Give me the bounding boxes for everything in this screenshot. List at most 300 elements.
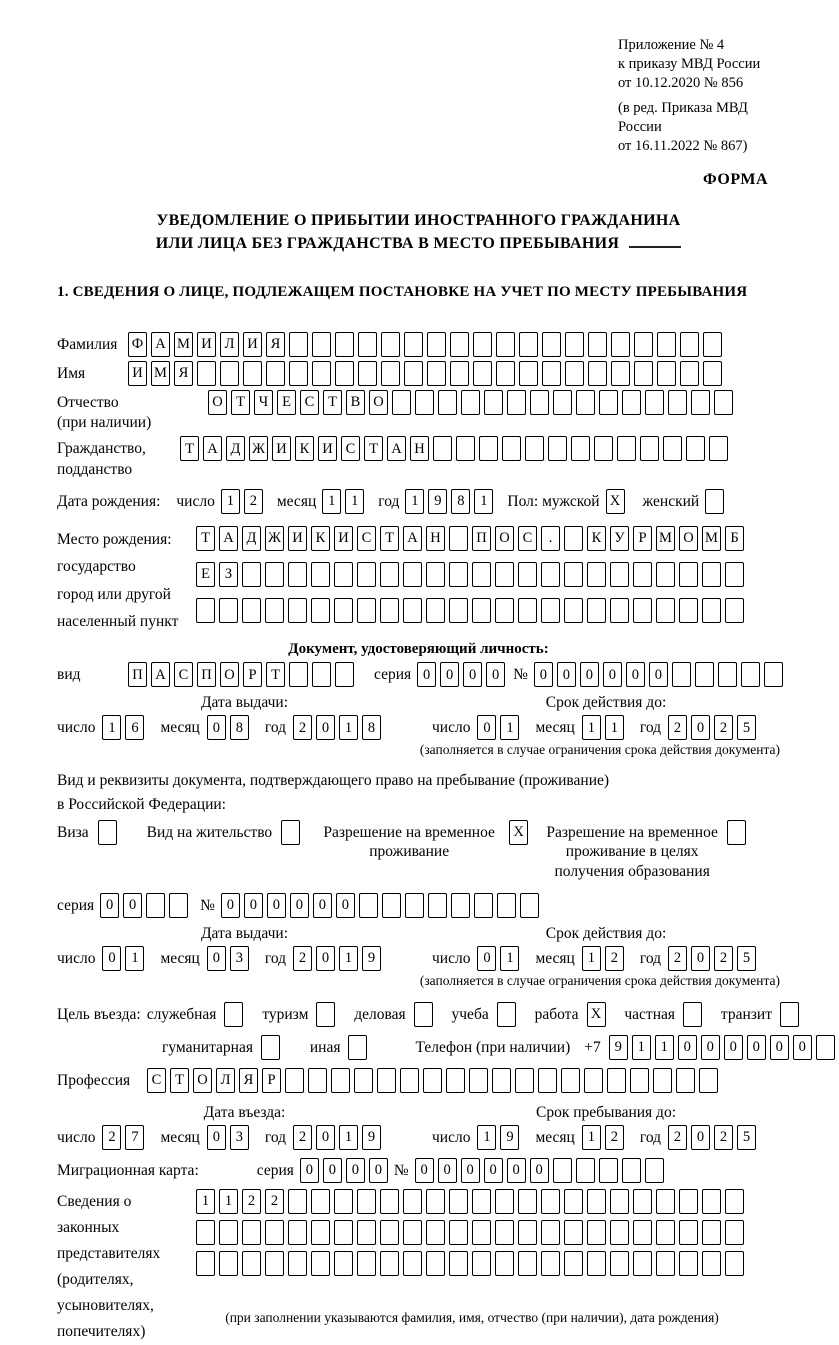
cell[interactable]	[358, 332, 377, 357]
cell[interactable]: А	[151, 662, 170, 687]
cell[interactable]: Е	[196, 562, 215, 587]
cell[interactable]	[622, 1158, 641, 1183]
cell[interactable]	[679, 562, 698, 587]
purpose-option-checkbox[interactable]	[683, 1002, 702, 1027]
cell[interactable]	[449, 562, 468, 587]
cell[interactable]	[427, 332, 446, 357]
cell[interactable]	[640, 436, 659, 461]
cell[interactable]: 0	[100, 893, 119, 918]
cell[interactable]	[405, 893, 424, 918]
cell[interactable]: 1	[605, 715, 624, 740]
cell[interactable]: 0	[603, 662, 622, 687]
citizenship-cells[interactable]	[180, 436, 732, 461]
cell[interactable]: 9	[609, 1035, 628, 1060]
birthplace-row-1[interactable]	[196, 526, 748, 551]
cell[interactable]	[243, 361, 262, 386]
cell[interactable]: Н	[410, 436, 429, 461]
issue-day-cells[interactable]	[102, 715, 148, 740]
cell[interactable]	[633, 1189, 652, 1214]
cell[interactable]: 0	[313, 893, 332, 918]
cell[interactable]	[461, 390, 480, 415]
cell[interactable]	[571, 436, 590, 461]
cell[interactable]	[634, 332, 653, 357]
cell[interactable]: 8	[362, 715, 381, 740]
cell[interactable]: 1	[582, 946, 601, 971]
cell[interactable]: 0	[461, 1158, 480, 1183]
cell[interactable]: И	[128, 361, 147, 386]
residence-number-cells[interactable]	[221, 893, 543, 918]
stay-day-cells[interactable]	[477, 1125, 523, 1150]
cell[interactable]	[691, 390, 710, 415]
cell[interactable]: 1	[477, 1125, 496, 1150]
cell[interactable]: 0	[316, 946, 335, 971]
entry-year-cells[interactable]	[293, 1125, 385, 1150]
cell[interactable]: 2	[714, 946, 733, 971]
cell[interactable]	[404, 361, 423, 386]
cell[interactable]	[816, 1035, 835, 1060]
cell[interactable]	[587, 1189, 606, 1214]
cell[interactable]	[288, 1251, 307, 1276]
cell[interactable]	[610, 562, 629, 587]
cell[interactable]	[334, 562, 353, 587]
cell[interactable]	[702, 1189, 721, 1214]
cell[interactable]	[530, 390, 549, 415]
cell[interactable]: 0	[207, 715, 226, 740]
cell[interactable]: А	[203, 436, 222, 461]
cell[interactable]	[538, 1068, 557, 1093]
cell[interactable]: 2	[293, 715, 312, 740]
cell[interactable]	[679, 1220, 698, 1245]
option-residence-permit-checkbox[interactable]	[281, 820, 300, 845]
cell[interactable]	[553, 390, 572, 415]
cell[interactable]: Т	[231, 390, 250, 415]
cell[interactable]: И	[334, 526, 353, 551]
valid-month-cells[interactable]	[582, 715, 628, 740]
firstname-cells[interactable]	[128, 361, 726, 386]
cell[interactable]	[242, 562, 261, 587]
cell[interactable]: 0	[507, 1158, 526, 1183]
cell[interactable]: 0	[649, 662, 668, 687]
cell[interactable]: М	[174, 332, 193, 357]
purpose-option-checkbox[interactable]	[348, 1035, 367, 1060]
cell[interactable]	[656, 1251, 675, 1276]
cell[interactable]: 0	[346, 1158, 365, 1183]
cell[interactable]	[289, 662, 308, 687]
cell[interactable]	[403, 598, 422, 623]
cell[interactable]	[576, 390, 595, 415]
cell[interactable]	[472, 1251, 491, 1276]
cell[interactable]	[289, 361, 308, 386]
cell[interactable]	[196, 1251, 215, 1276]
cell[interactable]: 2	[668, 715, 687, 740]
cell[interactable]	[354, 1068, 373, 1093]
cell[interactable]: 0	[102, 946, 121, 971]
purpose-option-checkbox[interactable]	[224, 1002, 243, 1027]
option-temp-residence-edu-checkbox[interactable]	[727, 820, 746, 845]
cell[interactable]	[335, 332, 354, 357]
cell[interactable]	[288, 1189, 307, 1214]
cell[interactable]	[676, 1068, 695, 1093]
cell[interactable]	[541, 598, 560, 623]
cell[interactable]	[702, 1251, 721, 1276]
cell[interactable]	[426, 1251, 445, 1276]
cell[interactable]	[196, 1220, 215, 1245]
r-valid-month-cells[interactable]	[582, 946, 628, 971]
cell[interactable]: О	[495, 526, 514, 551]
cell[interactable]	[599, 390, 618, 415]
cell[interactable]: Т	[380, 526, 399, 551]
cell[interactable]: 0	[691, 715, 710, 740]
profession-cells[interactable]	[147, 1068, 722, 1093]
cell[interactable]	[242, 1220, 261, 1245]
cell[interactable]	[449, 526, 468, 551]
cell[interactable]	[426, 1220, 445, 1245]
cell[interactable]: 0	[477, 715, 496, 740]
cell[interactable]	[553, 1158, 572, 1183]
cell[interactable]: 0	[770, 1035, 789, 1060]
cell[interactable]: 0	[477, 946, 496, 971]
cell[interactable]	[542, 332, 561, 357]
cell[interactable]: 8	[451, 489, 470, 514]
cell[interactable]: 0	[323, 1158, 342, 1183]
cell[interactable]: 5	[737, 1125, 756, 1150]
birthdate-day-cells[interactable]	[221, 489, 267, 514]
cell[interactable]	[564, 1220, 583, 1245]
cell[interactable]	[427, 361, 446, 386]
cell[interactable]	[377, 1068, 396, 1093]
birthdate-month-cells[interactable]	[322, 489, 368, 514]
cell[interactable]	[311, 1251, 330, 1276]
birthplace-row-2[interactable]	[196, 562, 748, 587]
cell[interactable]	[288, 562, 307, 587]
cell[interactable]: 1	[500, 946, 519, 971]
cell[interactable]	[169, 893, 188, 918]
cell[interactable]	[764, 662, 783, 687]
cell[interactable]	[415, 390, 434, 415]
cell[interactable]: Я	[239, 1068, 258, 1093]
cell[interactable]: 0	[316, 715, 335, 740]
cell[interactable]	[663, 436, 682, 461]
cell[interactable]	[403, 1251, 422, 1276]
option-visa-checkbox[interactable]	[98, 820, 117, 845]
cell[interactable]: М	[656, 526, 675, 551]
cell[interactable]	[495, 1251, 514, 1276]
cell[interactable]	[472, 1189, 491, 1214]
cell[interactable]	[564, 562, 583, 587]
cell[interactable]: 0	[415, 1158, 434, 1183]
cell[interactable]: 1	[322, 489, 341, 514]
cell[interactable]: 0	[701, 1035, 720, 1060]
cell[interactable]	[668, 390, 687, 415]
cell[interactable]: 2	[668, 946, 687, 971]
cell[interactable]: Т	[180, 436, 199, 461]
cell[interactable]: С	[341, 436, 360, 461]
cell[interactable]: О	[679, 526, 698, 551]
cell[interactable]	[653, 1068, 672, 1093]
cell[interactable]: Р	[243, 662, 262, 687]
cell[interactable]: 2	[293, 1125, 312, 1150]
cell[interactable]	[456, 436, 475, 461]
cell[interactable]	[266, 361, 285, 386]
cell[interactable]: 2	[102, 1125, 121, 1150]
cell[interactable]	[219, 1251, 238, 1276]
cell[interactable]	[657, 332, 676, 357]
cell[interactable]	[610, 1220, 629, 1245]
cell[interactable]	[380, 1251, 399, 1276]
cell[interactable]	[380, 598, 399, 623]
cell[interactable]: М	[702, 526, 721, 551]
cell[interactable]	[657, 361, 676, 386]
issue-year-cells[interactable]	[293, 715, 385, 740]
cell[interactable]	[518, 562, 537, 587]
cell[interactable]: П	[128, 662, 147, 687]
cell[interactable]	[714, 390, 733, 415]
cell[interactable]	[484, 390, 503, 415]
cell[interactable]	[242, 598, 261, 623]
cell[interactable]	[518, 598, 537, 623]
migration-number-cells[interactable]	[415, 1158, 668, 1183]
cell[interactable]: 0	[530, 1158, 549, 1183]
cell[interactable]: 5	[737, 715, 756, 740]
cell[interactable]	[541, 562, 560, 587]
cell[interactable]	[611, 332, 630, 357]
cell[interactable]: К	[587, 526, 606, 551]
r-issue-month-cells[interactable]	[207, 946, 253, 971]
cell[interactable]: Е	[277, 390, 296, 415]
cell[interactable]: 2	[265, 1189, 284, 1214]
cell[interactable]: 0	[691, 1125, 710, 1150]
cell[interactable]: 1	[219, 1189, 238, 1214]
cell[interactable]: 1	[339, 715, 358, 740]
cell[interactable]: 0	[534, 662, 553, 687]
cell[interactable]: Д	[242, 526, 261, 551]
cell[interactable]: Т	[364, 436, 383, 461]
cell[interactable]	[288, 598, 307, 623]
cell[interactable]	[381, 361, 400, 386]
cell[interactable]: Т	[323, 390, 342, 415]
cell[interactable]	[335, 662, 354, 687]
cell[interactable]	[518, 1251, 537, 1276]
cell[interactable]	[699, 1068, 718, 1093]
cell[interactable]	[219, 1220, 238, 1245]
cell[interactable]	[312, 662, 331, 687]
cell[interactable]	[617, 436, 636, 461]
cell[interactable]	[561, 1068, 580, 1093]
cell[interactable]	[564, 526, 583, 551]
cell[interactable]	[725, 598, 744, 623]
cell[interactable]	[426, 598, 445, 623]
cell[interactable]	[331, 1068, 350, 1093]
cell[interactable]	[610, 1189, 629, 1214]
cell[interactable]	[242, 1251, 261, 1276]
cell[interactable]	[403, 1220, 422, 1245]
cell[interactable]: 0	[557, 662, 576, 687]
cell[interactable]	[220, 361, 239, 386]
cell[interactable]	[334, 1189, 353, 1214]
cell[interactable]: И	[197, 332, 216, 357]
cell[interactable]: Р	[633, 526, 652, 551]
cell[interactable]: 5	[737, 946, 756, 971]
cell[interactable]: 0	[123, 893, 142, 918]
cell[interactable]: 9	[362, 1125, 381, 1150]
stay-year-cells[interactable]	[668, 1125, 760, 1150]
cell[interactable]	[520, 893, 539, 918]
cell[interactable]	[634, 361, 653, 386]
cell[interactable]	[265, 1251, 284, 1276]
purpose-option-checkbox[interactable]	[316, 1002, 335, 1027]
cell[interactable]	[656, 1220, 675, 1245]
cell[interactable]: Ж	[249, 436, 268, 461]
phone-cells[interactable]	[609, 1035, 839, 1060]
cell[interactable]: 1	[102, 715, 121, 740]
cell[interactable]: Ф	[128, 332, 147, 357]
cell[interactable]	[518, 1220, 537, 1245]
cell[interactable]: 1	[125, 946, 144, 971]
cell[interactable]	[588, 361, 607, 386]
cell[interactable]	[473, 361, 492, 386]
cell[interactable]: 2	[293, 946, 312, 971]
cell[interactable]: 9	[500, 1125, 519, 1150]
cell[interactable]: 1	[474, 489, 493, 514]
stay-month-cells[interactable]	[582, 1125, 628, 1150]
r-issue-year-cells[interactable]	[293, 946, 385, 971]
cell[interactable]: 0	[678, 1035, 697, 1060]
cell[interactable]: У	[610, 526, 629, 551]
cell[interactable]	[334, 598, 353, 623]
cell[interactable]	[703, 361, 722, 386]
cell[interactable]: 2	[605, 946, 624, 971]
cell[interactable]	[725, 1189, 744, 1214]
residence-series-cells[interactable]	[100, 893, 192, 918]
cell[interactable]	[610, 1251, 629, 1276]
cell[interactable]	[622, 390, 641, 415]
cell[interactable]	[630, 1068, 649, 1093]
cell[interactable]: 7	[125, 1125, 144, 1150]
cell[interactable]: 1	[339, 946, 358, 971]
cell[interactable]	[311, 598, 330, 623]
cell[interactable]	[312, 332, 331, 357]
cell[interactable]	[495, 562, 514, 587]
cell[interactable]	[703, 332, 722, 357]
surname-cells[interactable]	[128, 332, 726, 357]
cell[interactable]: С	[300, 390, 319, 415]
sex-male-checkbox[interactable]: X	[606, 489, 625, 514]
cell[interactable]	[633, 1220, 652, 1245]
cell[interactable]	[709, 436, 728, 461]
cell[interactable]: Л	[220, 332, 239, 357]
purpose-option-checkbox[interactable]	[497, 1002, 516, 1027]
cell[interactable]: 0	[626, 662, 645, 687]
cell[interactable]	[288, 1220, 307, 1245]
cell[interactable]: 0	[207, 946, 226, 971]
cell[interactable]	[725, 1220, 744, 1245]
cell[interactable]: О	[369, 390, 388, 415]
cell[interactable]	[449, 1189, 468, 1214]
cell[interactable]: 0	[336, 893, 355, 918]
cell[interactable]: С	[518, 526, 537, 551]
cell[interactable]: С	[357, 526, 376, 551]
cell[interactable]	[403, 1189, 422, 1214]
cell[interactable]	[633, 1251, 652, 1276]
cell[interactable]	[686, 436, 705, 461]
cell[interactable]	[446, 1068, 465, 1093]
cell[interactable]: А	[151, 332, 170, 357]
cell[interactable]	[312, 361, 331, 386]
cell[interactable]: 0	[438, 1158, 457, 1183]
birthplace-row-3[interactable]	[196, 598, 748, 623]
entry-day-cells[interactable]	[102, 1125, 148, 1150]
cell[interactable]	[357, 1220, 376, 1245]
cell[interactable]: 1	[221, 489, 240, 514]
cell[interactable]	[656, 562, 675, 587]
cell[interactable]: Я	[266, 332, 285, 357]
cell[interactable]: 1	[632, 1035, 651, 1060]
cell[interactable]	[564, 598, 583, 623]
cell[interactable]	[548, 436, 567, 461]
cell[interactable]	[564, 1189, 583, 1214]
cell[interactable]: 0	[691, 946, 710, 971]
cell[interactable]	[469, 1068, 488, 1093]
cell[interactable]	[587, 562, 606, 587]
cell[interactable]	[382, 893, 401, 918]
cell[interactable]: Н	[426, 526, 445, 551]
cell[interactable]	[541, 1189, 560, 1214]
cell[interactable]: 0	[290, 893, 309, 918]
r-valid-day-cells[interactable]	[477, 946, 523, 971]
cell[interactable]: И	[243, 332, 262, 357]
cell[interactable]	[449, 598, 468, 623]
cell[interactable]	[219, 598, 238, 623]
cell[interactable]: Ч	[254, 390, 273, 415]
cell[interactable]	[725, 1251, 744, 1276]
cell[interactable]: З	[219, 562, 238, 587]
cell[interactable]: Ж	[265, 526, 284, 551]
r-valid-year-cells[interactable]	[668, 946, 760, 971]
cell[interactable]: 0	[300, 1158, 319, 1183]
cell[interactable]	[357, 1251, 376, 1276]
cell[interactable]	[541, 1220, 560, 1245]
cell[interactable]	[702, 598, 721, 623]
cell[interactable]	[449, 1251, 468, 1276]
cell[interactable]	[311, 1189, 330, 1214]
cell[interactable]	[588, 332, 607, 357]
doc-kind-cells[interactable]	[128, 662, 358, 687]
cell[interactable]: К	[311, 526, 330, 551]
cell[interactable]: О	[220, 662, 239, 687]
cell[interactable]	[380, 562, 399, 587]
cell[interactable]	[311, 562, 330, 587]
cell[interactable]	[610, 598, 629, 623]
cell[interactable]: 0	[207, 1125, 226, 1150]
cell[interactable]	[197, 361, 216, 386]
cell[interactable]	[541, 1251, 560, 1276]
cell[interactable]: К	[295, 436, 314, 461]
cell[interactable]: А	[219, 526, 238, 551]
cell[interactable]: 2	[244, 489, 263, 514]
cell[interactable]	[334, 1220, 353, 1245]
cell[interactable]	[542, 361, 561, 386]
cell[interactable]	[587, 1220, 606, 1245]
cell[interactable]: 0	[244, 893, 263, 918]
cell[interactable]	[403, 562, 422, 587]
cell[interactable]	[495, 598, 514, 623]
cell[interactable]: 0	[580, 662, 599, 687]
option-temp-residence-checkbox[interactable]: X	[509, 820, 528, 845]
representatives-row-1[interactable]	[196, 1189, 748, 1214]
cell[interactable]: И	[272, 436, 291, 461]
cell[interactable]	[357, 598, 376, 623]
cell[interactable]	[400, 1068, 419, 1093]
